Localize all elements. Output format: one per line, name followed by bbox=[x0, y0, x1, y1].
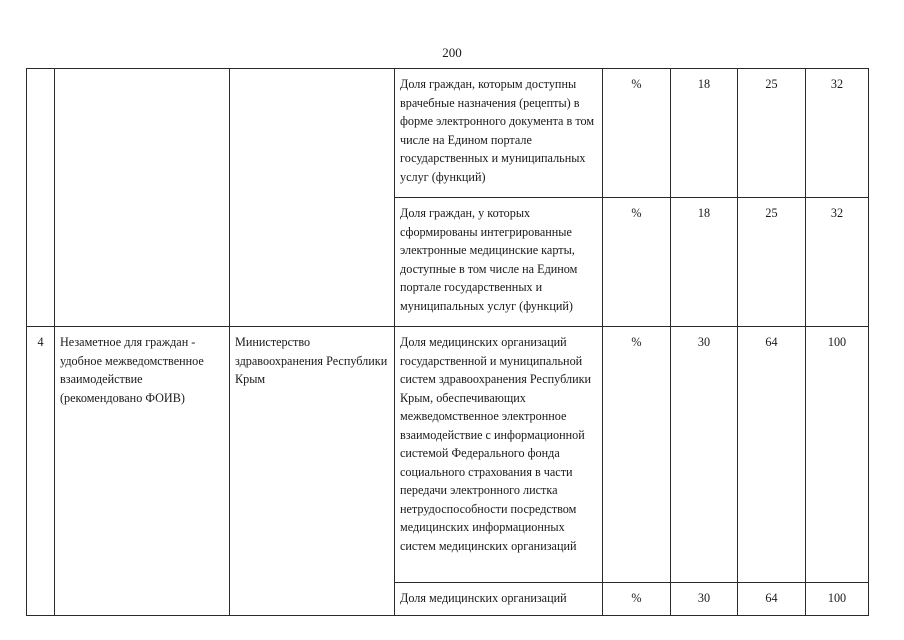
goal-cell bbox=[55, 69, 230, 327]
value-cell-1: 30 bbox=[671, 583, 738, 616]
value-cell-3: 32 bbox=[806, 198, 869, 327]
indicators-table bbox=[26, 68, 869, 616]
value-cell-3: 32 bbox=[806, 69, 869, 198]
indicator-cell: Доля медицинских организаций государственной и муниципальной систем здравоохранения Республики Крым, обеспечивающих межведомственное электронное взаимодействие с информационной системой Федерального фонда социального страхования в части передачи электронного листка нетрудоспособности посредством медицинских информационных систем медицинских организаций bbox=[395, 327, 603, 583]
indicator-cell: Доля медицинских организаций bbox=[395, 583, 603, 616]
value-cell-2: 64 bbox=[738, 583, 806, 616]
value-cell-1: 18 bbox=[671, 198, 738, 327]
value-cell-3: 100 bbox=[806, 327, 869, 583]
value-cell-2: 64 bbox=[738, 327, 806, 583]
table-row bbox=[27, 69, 869, 198]
unit-cell: % bbox=[603, 583, 671, 616]
unit-cell: % bbox=[603, 327, 671, 583]
value-cell-2: 25 bbox=[738, 198, 806, 327]
goal-cell: Незаметное для граждан - удобное межведомственное взаимодействие (рекомендовано ФОИВ) bbox=[55, 327, 230, 616]
page-number: 200 bbox=[442, 45, 462, 60]
indicator-cell: Доля граждан, которым доступны врачебные назначения (рецепты) в форме электронного документа в том числе на Едином портале государственных и муниципальных услуг (функций) bbox=[395, 69, 603, 198]
responsible-cell bbox=[230, 69, 395, 327]
responsible-cell: Министерство здравоохранения Республики Крым bbox=[230, 327, 395, 616]
value-cell-3: 100 bbox=[806, 583, 869, 616]
unit-cell: % bbox=[603, 69, 671, 198]
indicator-cell: Доля граждан, у которых сформированы интегрированные электронные медицинские карты, доступные в том числе на Едином портале государственных и муниципальных услуг (функций) bbox=[395, 198, 603, 327]
value-cell-1: 18 bbox=[671, 69, 738, 198]
unit-cell: % bbox=[603, 198, 671, 327]
row-number-cell: 4 bbox=[27, 327, 55, 616]
table-row bbox=[27, 327, 869, 583]
value-cell-2: 25 bbox=[738, 69, 806, 198]
value-cell-1: 30 bbox=[671, 327, 738, 583]
row-number-cell bbox=[27, 69, 55, 327]
